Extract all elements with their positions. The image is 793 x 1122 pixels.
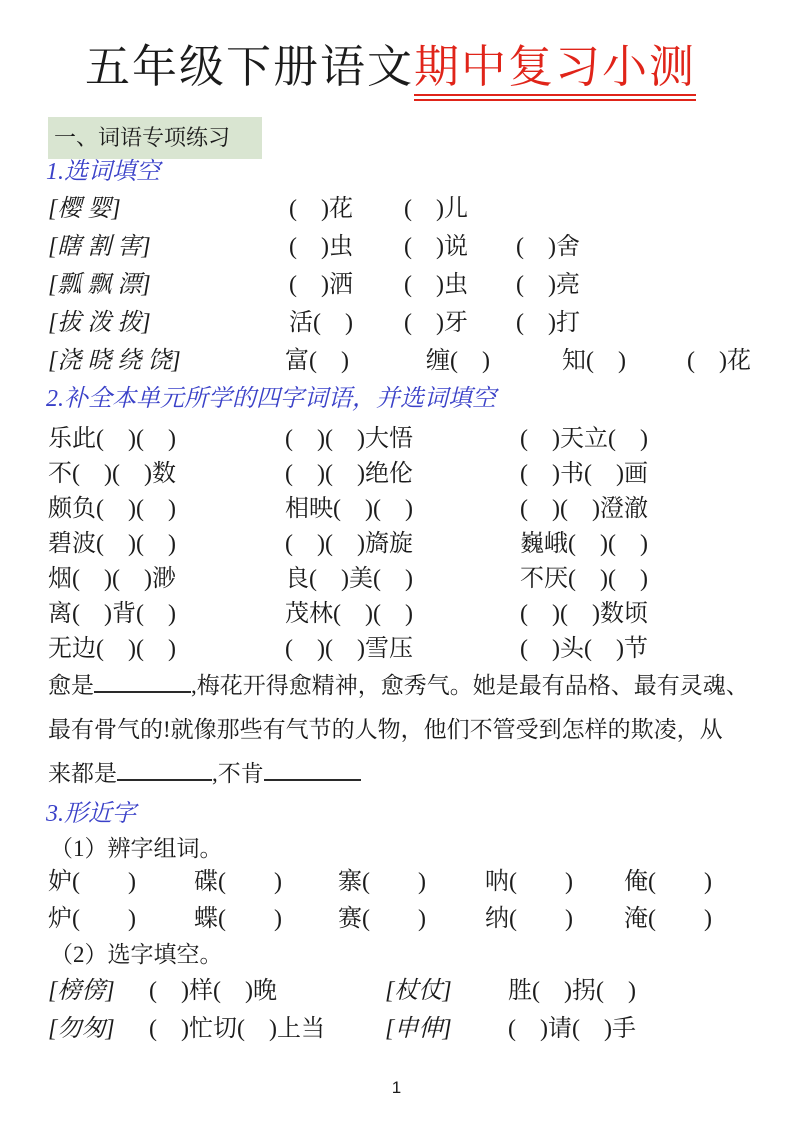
exercise-row (48, 860, 773, 897)
idiom-blank: 颇负( )( ) (48, 496, 176, 522)
paragraph-line (48, 664, 773, 708)
page-title-red-underlined: 期中复习小测 (414, 42, 696, 101)
fill-blank: ( )打 (516, 309, 580, 336)
idiom-blank: 良( )美( ) (285, 566, 413, 592)
idiom-blank: 巍峨( )( ) (520, 531, 648, 557)
char-compare-blank: 纳( ) (485, 906, 573, 932)
fill-blank: ( )舍 (516, 233, 580, 260)
exercise-row (48, 593, 773, 628)
exercise-row (48, 262, 773, 300)
fill-blank: 富( ) (285, 347, 349, 374)
fill-blank: ( )花 (687, 347, 751, 374)
word-bank: [樱 婴] (48, 195, 121, 222)
page-title-black: 五年级下册语文 (85, 42, 415, 92)
exercise-row (48, 418, 773, 453)
write-in-blank (264, 777, 361, 781)
part1-title: （1）辨字组词。 (50, 836, 223, 861)
word-bank: [浇 晓 绕 饶] (48, 347, 181, 374)
fill-blank: ( )洒 (289, 271, 353, 298)
idiom-blank: ( )( )雪压 (285, 636, 413, 662)
exercise-row (48, 186, 773, 224)
word-bank: [拔 泼 拨] (48, 309, 151, 336)
word-choice-exercise (48, 186, 773, 376)
word-bank: [申伸] (385, 1015, 452, 1042)
fill-blank: ( )花 (289, 195, 353, 222)
fill-blank: ( )请( )手 (508, 1015, 636, 1042)
paragraph-text: 最有骨气的!就像那些有气节的人物，他们不管受到怎样的欺凌，从 (48, 717, 723, 742)
idiom-blank: ( )( )大悟 (285, 426, 413, 452)
exercise-row (48, 300, 773, 338)
exercise-row (48, 453, 773, 488)
fill-blank: ( )牙 (404, 309, 468, 336)
word-bank: [榜傍] (48, 977, 115, 1004)
char-compare-blank: 寨( ) (338, 869, 426, 895)
exercise-row (48, 488, 773, 523)
fill-blank: 活( ) (289, 309, 353, 336)
write-in-blank (94, 689, 191, 693)
idiom-blank: 茂林( )( ) (285, 601, 413, 627)
idiom-blank: 碧波( )( ) (48, 531, 176, 557)
fill-blank: ( )虫 (404, 271, 468, 298)
exercise-row (48, 523, 773, 558)
char-compare-blank: 炉( ) (48, 906, 136, 932)
idiom-blank: ( )( )澄澈 (520, 496, 648, 522)
idiom-blank: 不厌( )( ) (520, 566, 648, 592)
idiom-blank: 无边( )( ) (48, 636, 176, 662)
exercise-row (48, 968, 773, 1006)
write-in-blank (117, 777, 212, 781)
exercise-row (48, 224, 773, 262)
paragraph-line (48, 752, 773, 796)
similar-characters-exercise (48, 860, 773, 934)
word-bank: [瓢 飘 漂] (48, 271, 151, 298)
page-number: 1 (391, 1078, 402, 1097)
paragraph-text: ,梅花开得愈精神，愈秀气。她是最有品格、最有灵魂、 (191, 673, 749, 698)
subsection-title-1: 1.选词填空 (46, 159, 160, 185)
word-bank: [勿匆] (48, 1015, 115, 1042)
exercise-row (48, 628, 773, 663)
paragraph-text: ,不肯 (212, 761, 264, 786)
fill-blank: ( )儿 (404, 195, 468, 222)
page-title (85, 30, 696, 95)
idiom-blank: 烟( )( )渺 (48, 566, 176, 592)
fill-blank: 胜( )拐( ) (508, 977, 636, 1004)
paragraph-line (48, 708, 773, 752)
fill-blank: ( )说 (404, 233, 468, 260)
idiom-blank: 离( )背( ) (48, 601, 176, 627)
fill-blank: 缠( ) (426, 347, 490, 374)
idiom-completion-exercise (48, 418, 773, 663)
fill-blank: 知( ) (562, 347, 626, 374)
char-compare-blank: 淹( ) (624, 906, 712, 932)
fill-blank: ( )样( )晚 (149, 977, 277, 1004)
exercise-row (48, 1006, 773, 1044)
word-bank: [瞎 割 害] (48, 233, 151, 260)
word-bank: [杖仗] (385, 977, 452, 1004)
idiom-blank: ( )书( )画 (520, 461, 648, 487)
idiom-blank: 乐此( )( ) (48, 426, 176, 452)
idiom-blank: ( )( )数顷 (520, 601, 648, 627)
idiom-blank: ( )头( )节 (520, 636, 648, 662)
character-choice-exercise (48, 968, 773, 1044)
char-compare-blank: 赛( ) (338, 906, 426, 932)
exercise-row (48, 558, 773, 593)
idiom-blank: 相映( )( ) (285, 496, 413, 522)
paragraph-text: 来都是 (48, 761, 117, 786)
fill-blank: ( )忙切( )上当 (149, 1015, 325, 1042)
exercise-row (48, 338, 773, 376)
idiom-blank: ( )( )旖旋 (285, 531, 413, 557)
exercise-row (48, 897, 773, 934)
char-compare-blank: 妒( ) (48, 869, 136, 895)
fill-blank: ( )虫 (289, 233, 353, 260)
char-compare-blank: 俺( ) (624, 869, 712, 895)
char-compare-blank: 呐( ) (485, 869, 573, 895)
fill-blank: ( )亮 (516, 271, 580, 298)
char-compare-blank: 碟( ) (194, 869, 282, 895)
fill-in-paragraph (48, 664, 773, 796)
section-header: 一、词语专项练习 (48, 117, 262, 159)
idiom-blank: ( )( )绝伦 (285, 461, 413, 487)
idiom-blank: ( )天立( ) (520, 426, 648, 452)
part2-title: （2）选字填空。 (50, 942, 223, 967)
subsection-title-3: 3.形近字 (46, 801, 136, 827)
idiom-blank: 不( )( )数 (48, 461, 176, 487)
paragraph-text: 愈是 (48, 673, 94, 698)
char-compare-blank: 蝶( ) (194, 906, 282, 932)
subsection-title-2: 2.补全本单元所学的四字词语，并选词填空 (46, 386, 496, 412)
